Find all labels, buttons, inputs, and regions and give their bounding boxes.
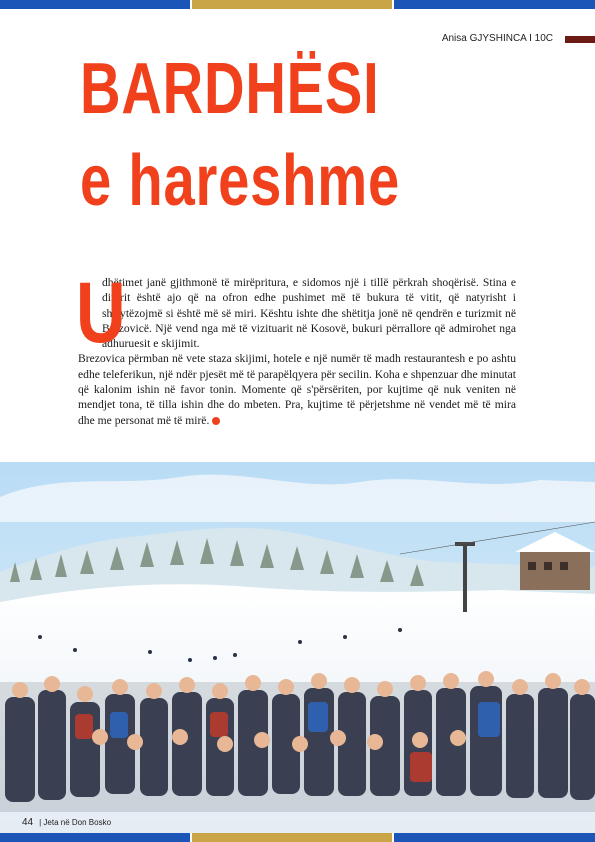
class-label: 10C — [534, 33, 553, 44]
paragraph-1: dhëtimet janë gjithmonë të mirëpritura, e sidomos një i tillë përkrah shoqërisë. Stina e dimrit është ajo që na ofron edhe pushimet më të bukura të vitit, që natyrisht i shfrytëzojmë si është më së miri. Kështu ishte dhe shëtitja jonë në qendrën e turizmit në Brezovicë. Një vend nga më të vizituarit në Kosovë, bukuri përrallore që admirohet nga adhuruesit e skijimit. — [102, 276, 516, 351]
group-of-people — [0, 671, 595, 812]
bottom-bar-blue-left — [0, 833, 190, 842]
byline-separator: I — [529, 33, 532, 44]
group-photo — [0, 462, 595, 833]
bottom-bar-gold — [192, 833, 392, 842]
paragraph-2 — [78, 351, 516, 427]
bottom-bar-blue-right — [394, 833, 595, 842]
drop-cap: U — [76, 265, 126, 361]
title-line-1: BARDHËSI — [80, 49, 380, 129]
top-bar-blue-left — [0, 0, 190, 9]
top-bar-gold — [192, 0, 392, 9]
publication-name: | Jeta në Don Bosko — [39, 818, 112, 827]
byline-marker — [565, 36, 595, 43]
top-bar-blue-right — [394, 0, 595, 9]
page-number: 44 — [22, 817, 34, 828]
article-body — [76, 265, 516, 428]
byline — [442, 33, 553, 44]
paragraph-2-text: Brezovica përmban në vete staza skijimi, hotele e një numër të madh restaurantesh e po ashtu edhe teleferikun, një ndër pjesët më të parapëlqyera për secilin. Koha e shpenzuar dhe minutat që kalonim ishin në favor tonin. Momente që s'përsëriten, por kujtime që nuk veniten në mendjet tona, të tilla ishin dhe do mbeten. Pra, kujtime të përjetshme në vendet më të mira dhe me personat më të mirë. — [78, 352, 516, 427]
page-footer — [22, 817, 111, 828]
author-name: Anisa GJYSHINCA — [441, 33, 527, 44]
title-line-2: e hareshme — [80, 141, 400, 221]
end-of-article-icon — [212, 417, 220, 425]
ski-lift-tower — [463, 542, 467, 612]
